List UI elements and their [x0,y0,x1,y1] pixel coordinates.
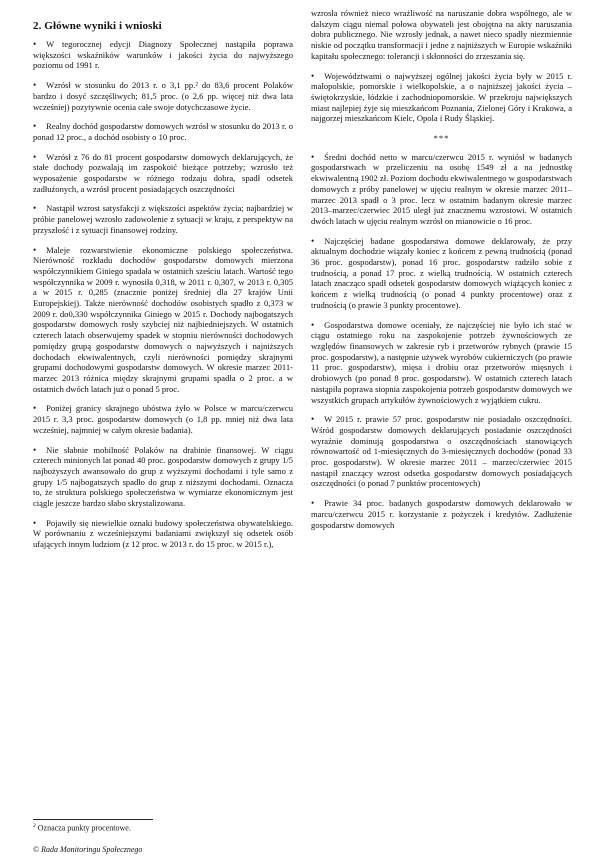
paragraph-text: Pojawiły się niewielkie oznaki budowy społeczeństwa obywatelskiego. W porównaniu z wcześniejszymi badaniami zwiększył się odsetek osób ufających innym ludziom (z 12 proc. w 2013 r. do 15 proc. w 2015 r.), [33,517,293,550]
paragraph-text: W tegorocznej edycji Diagnozy Społecznej nastąpiła poprawa większości wskaźników warunków i jakości życia do najwyższego poziomu od 1991 r. [33,39,293,71]
bullet-icon: • [311,151,315,162]
footnote-rule [33,819,153,820]
bullet-icon: • [33,39,37,49]
paragraph-text: Poniżej granicy skrajnego ubóstwa żyło w Polsce w marcu/czerwcu 2015 r. 3,3 proc. gospodarstw domowych (o 1,8 pp. mniej niż dwa lata wcześniej, najmniej w całym okresie badania). [33,403,293,435]
paragraph-text: Województwami o najwyższej ogólnej jakości życia były w 2015 r. małopolskie, pomorskie i wielkopolskie, a o najniższej jakości życia – świętokrzyskie, łódzkie i zachodniopomorskie. W przekroju największych miast najlepiej żyje się mieszkańcom Poznania, Zielonej Góry i Krakowa, a najgorzej mieszkańcom Kielc, Opola i Rudy Śląskiej. [311,70,572,124]
continuation-paragraph: wzrosła również nieco wrażliwość na naruszanie dobra wspólnego, ale w dalszym ciągu niemal połowa obywateli jest obojętna na akty naruszania dobra publicznego. Nie wzrosły jednak, a nawet nieco spadły niezmiennie niskie od początku transformacji i jedne z najniższych w Europie wskaźniki kapitału społecznego: tolerancji i skłonności do zrzeszania się. [311,8,572,61]
bullet-icon: • [33,403,37,414]
paragraph-text: W 2015 r. prawie 57 proc. gospodarstw nie posiadało oszczędności. Wśród gospodarstw domowych deklarujących posiadanie oszczędności wyraźnie dominują gospodarstwa o oszczędnościach stanowiących równowartość od 1-miesięcznych do 3-miesięcznych dochodów (ponad 33 proc. gospodarstw). W okresie marzec 2011 – marzec/czerwiec 2015 nastąpił znaczący wzrost odsetka gospodarstw domowych posiadających oszczędności (o ponad 7 punktów procentowych) [311,414,572,489]
bullet-paragraph [33,80,293,112]
paragraph-text: Najczęściej badane gospodarstwa domowe deklarowały, że przy aktualnym dochodzie wiązały koniec z końcem z pewną trudnością (ponad 36 proc. gospodarstw), ponad 16 proc. gospodarstw radziło sobie z trudnością, a ponad 17 proc. z wielką trudnością. W ostatnich czterech latach znacząco spadł odsetek gospodarstw domowych wiążących koniec z końcem z wielką trudnością (o ponad 4 punkty procentowe) oraz z trudnością (o prawie 3 punkty procentowe). [311,235,572,310]
bullet-icon: • [311,414,315,425]
bullet-icon: • [311,235,315,246]
bullet-icon: • [311,70,315,81]
left-paragraph-list [33,39,293,550]
paragraph-text: Gospodarstwa domowe oceniały, że najczęściej nie było ich stać w ciągu ostatniego roku na zaspokojenie potrzeb żywnościowych ze względów finansowych w zakresie ryb i przetworów rybnych (prawie 15 proc. gospodarstw), a następnie używek wyrobów cukierniczych (po prawie 11 proc. gospodarstw), mięsa i drobiu oraz przetworów mięsnych i drobiowych (po ponad 8 proc. gospodarstw). W ostatnich czterech latach nastąpiła poprawa stopnia zaspokojenia potrzeb gospodarstw domowych we wszystkich grupach artykułów żywnościowych z wyjątkiem cukru. [311,319,572,405]
bullet-paragraph [33,403,293,435]
paragraph-text: Wzrósł w stosunku do 2013 r. o 3,1 pp.² do 83,6 procent Polaków bardzo i dosyć szczęśliwych; 81,5 proc. (o 2,6 pp. więcej niż dwa lata wcześniej) pozytywnie ocenia całe swoje dotychczasowe życie. [33,80,293,112]
paragraph-text: Realny dochód gospodarstw domowych wzrósł w stosunku do 2013 r. o ponad 12 proc., a dochód osobisty o 10 proc. [33,121,293,142]
left-column [33,20,293,559]
bullet-paragraph [311,320,572,406]
bullet-icon: • [33,444,37,455]
right-column [311,8,572,539]
bullet-paragraph [311,414,572,489]
bullet-paragraph [311,152,572,227]
bullet-icon: • [33,517,37,528]
footnote-text: Oznacza punkty procentowe. [37,823,131,833]
bullet-icon: • [33,203,37,214]
footnote-marker: 2 [33,823,36,829]
right-paragraph-list-a [311,71,572,125]
paragraph-text: Nastąpił wzrost satysfakcji z większości aspektów życia; najbardziej w próbie panelowej wzrosło zadowolenie z sytuacji w kraju, z perspektyw na przyszłość i z sytuacji finansowej rodziny. [33,203,293,235]
bullet-icon: • [311,498,315,509]
bullet-paragraph [311,236,572,311]
paragraph-text: Maleje rozwarstwienie ekonomiczne polskiego społeczeństwa. Nierówność rozkładu dochodów gospodarstw domowych mierzona współczynnikiem Giniego spadała w ostatnich sześciu latach. Wartość tego współczynnika w 2009 r. wynosiła 0,318, w 2011 r. 0,307, w 2013 r. 0,305 a w 2015 r. 0,285 (znacznie poniżej średniej dla 27 krajów Unii Europejskiej). Także nierówność dochodów osobistych spadło z 0,373 w 2009 r. do0,330 współczynnika Giniego w 2015 r. Dochody najbogatszych gospodarstw domowych rosły szybciej niż najbiedniejszych. W ostatnich czterech latach obserwujemy spadek w stopniu nierówności dochodowych pomiędzy grupą gospodarstw domowych o najwyższych i najniższych dochodach ekwiwalentnych, czyli nierówności pomiędzy skrajnymi grupami dochodowymi gospodarstw domowych. W okresie marzec 2011-marzec 2013 różnica między skrajnymi grupami spadła o 2 proc. a w ostatnich dwóch latach już o ponad 5 proc. [33,244,293,394]
bullet-paragraph [33,152,293,195]
footnote [33,823,131,833]
bullet-icon: • [311,319,315,330]
paragraph-text: Wzrósł z 76 do 81 procent gospodarstw domowych deklarujących, że stałe dochody pozwalają im zaspokoić bieżące potrzeby; wzrosło też wyposażenie gospodarstw w różnego rodzaju dobra, spadł odsetek zadłużonych, a wzrósł procent posiadających oszczędności [33,151,293,194]
paragraph-text: Prawie 34 proc. badanych gospodarstw domowych deklarowało w marcu/czerwcu 2015 r. korzystanie z pożyczek i kredytów. Zadłużenie gospodarstw domowych [311,498,572,530]
bullet-paragraph [33,245,293,395]
bullet-icon: • [33,151,37,162]
bullet-paragraph [33,518,293,550]
paragraph-text: Średni dochód netto w marcu/czerwcu 2015 r. wyniósł w badanych gospodarstwach w przeliczeniu na osobę 1549 zł a na jednostkę ekwiwalentną 1902 zł. Poziom dochodu ekwiwalentnego w gospodarstwach domowych z próby panelowej w ujęciu realnym w okresie marzec 2011–marzec 2013 spadł o 3 proc. lecz w ostatnim badanym okresie marzec 2013–marzec/czerwiec 2015 uległ już znacznemu wzrostowi. W ostatnich dwóch latach w ujęciu realnym wzrósł on mianowicie o 16 proc. [311,151,572,226]
copyright-notice: © Rada Monitoringu Społecznego [33,845,143,854]
bullet-paragraph [33,445,293,509]
bullet-paragraph [33,203,293,235]
bullet-paragraph [311,71,572,125]
right-paragraph-list-b [311,152,572,531]
paragraph-text: Nie słabnie mobilność Polaków na drabinie finansowej. W ciągu czterech minionych lat ponad 40 proc. gospodarstw domowych z grupy 1/5 najbożyszych awansowało do grup z wyższymi dochodami i tyle samo z grupy 1/5 najbogatszych spadło do grup z niższymi dochodami. Oznacza to, że struktura polskiego społeczeństwa w wymiarze ekonomicznym jest ciągle jeszcze bardzo słabo skrystalizowana. [33,444,293,509]
bullet-icon: • [33,121,37,132]
bullet-paragraph [33,39,293,71]
bullet-icon: • [33,244,37,255]
bullet-paragraph [33,121,293,142]
section-separator: *** [433,133,450,144]
bullet-paragraph [311,498,572,530]
bullet-icon: • [33,80,37,91]
section-heading: 2. Główne wyniki i wnioski [33,20,162,32]
